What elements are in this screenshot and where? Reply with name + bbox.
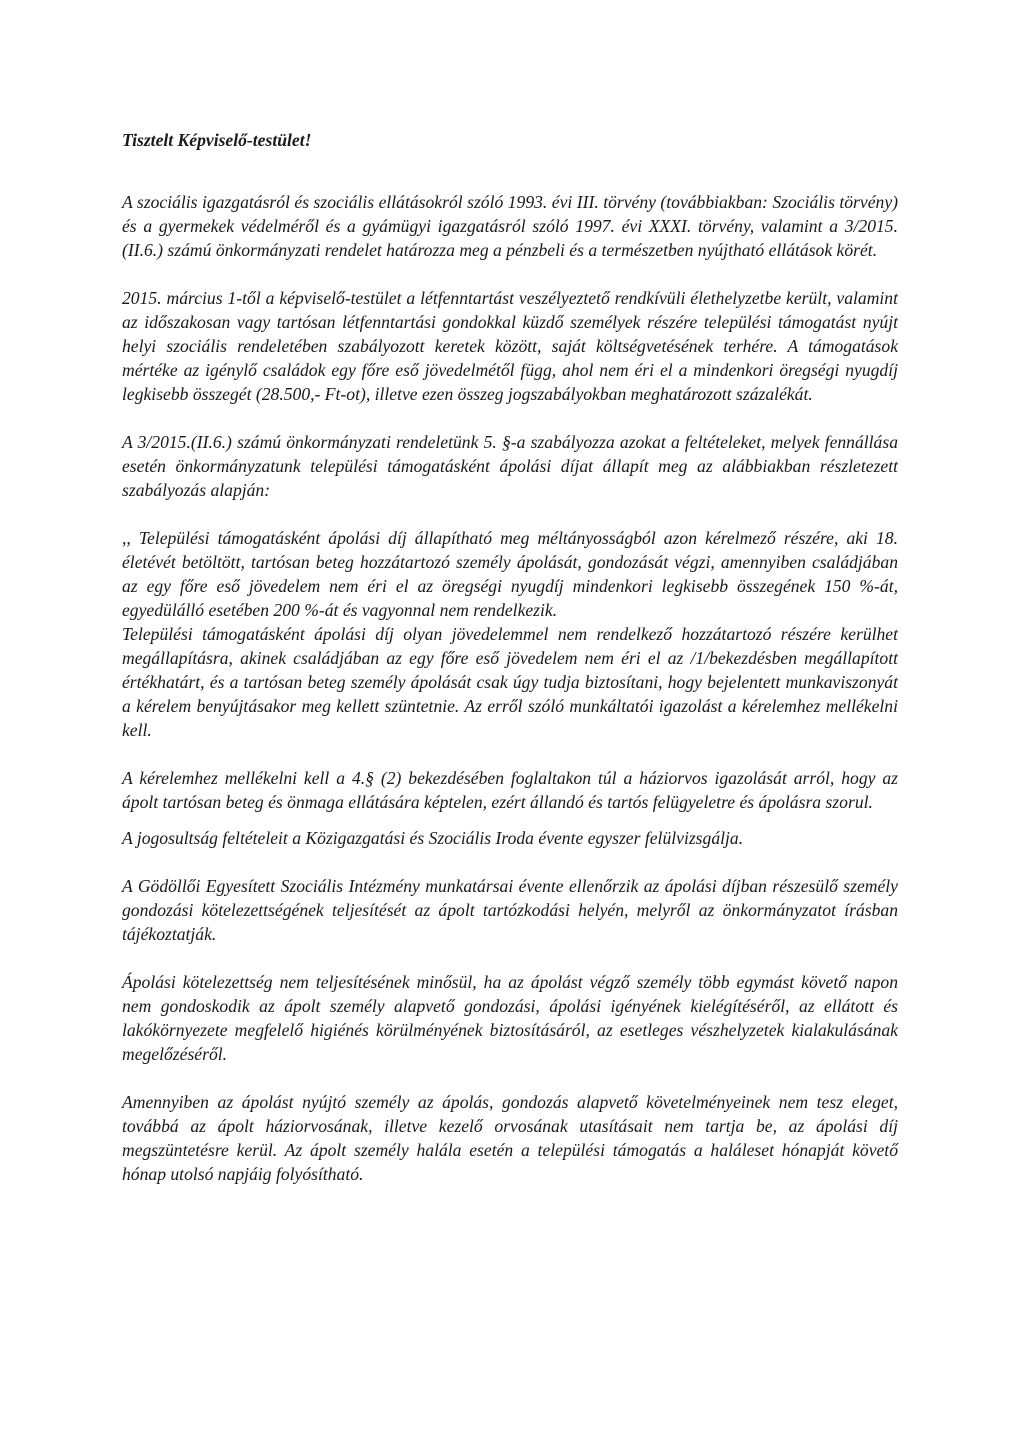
paragraph-legal-basis: A szociális igazgatásról és szociális ellátásokról szóló 1993. évi III. törvény (továbbiakban: Szociális törvény) és a gyermekek védelméről és a gyámügyi igazgatásról szóló 1997. évi XXXI. törvény, valamint a 3/2015.(II.6.) számú önkormányzati rendelet határozza meg a pénzbeli és a természetben nyújtható ellátások körét. xyxy=(122,192,898,260)
paragraph-regulation-intro: A 3/2015.(II.6.) számú önkormányzati rendeletünk 5. §-a szabályozza azokat a feltételeket, melyek fennállása esetén önkormányzatunk települési támogatásként ápolási díjat állapít meg az alábbiakban részletezett szabályozás alapján: xyxy=(122,432,898,500)
paragraph-termination: Amennyiben az ápolást nyújtó személy az ápolás, gondozás alapvető követelményeinek nem tesz eleget, továbbá az ápolt háziorvosának, illetve kezelő orvosának utasításait nem tartja be, az ápolási díj megszüntetésre kerül. Az ápolt személy halála esetén a települési támogatás a haláleset hónapját követő hónap utolsó napjáig folyósítható. xyxy=(122,1092,898,1184)
document-page xyxy=(122,128,898,1210)
paragraph-annual-review: A jogosultság feltételeit a Közigazgatási és Szociális Iroda évente egyszer felülvizsgálja. xyxy=(122,828,744,848)
salutation: Tisztelt Képviselő-testület! xyxy=(122,130,312,150)
paragraph-settlement-support: 2015. március 1-től a képviselő-testület a létfenntartást veszélyeztető rendkívüli élethelyzetbe került, valamint az időszakosan vagy tartósan létfenntartási gondokkal küzdő személyek részére települési támogatást nyújt helyi szociális rendeletében szabályozott keretek között, saját költségvetésének terhére. A támogatások mértéke az igénylő családok egy főre eső jövedelmétől függ, ahol nem éri el a mindenkori öregségi nyugdíj legkisebb összegét (28.500,- Ft-ot), illetve ezen összeg jogszabályokban meghatározott százalékát. xyxy=(122,288,898,404)
paragraph-quoted-eligibility: ,, Települési támogatásként ápolási díj állapítható meg méltányosságból azon kérelmező részére, aki 18. életévét betöltött, tartósan beteg hozzátartozó személy ápolását, gondozását végzi, amennyiben családjában az egy főre eső jövedelem nem éri el az öregségi nyugdíj mindenkori legkisebb összegének 150 %-át, egyedülálló esetében 200 %-át és vagyonnal nem rendelkezik. xyxy=(122,528,898,620)
paragraph-care-monitoring: A Gödöllői Egyesített Szociális Intézmény munkatársai évente ellenőrzik az ápolási díjban részesülő személy gondozási kötelezettségének teljesítését az ápolt tartózkodási helyén, melyről az önkormányzatot írásban tájékoztatják. xyxy=(122,876,898,944)
paragraph-medical-certificate: A kérelemhez mellékelni kell a 4.§ (2) bekezdésében foglaltakon túl a háziorvos igazolását arról, hogy az ápolt tartósan beteg és önmaga ellátására képtelen, ezért állandó és tartós felügyeletre és ápolásra szorul. xyxy=(122,768,898,812)
paragraph-quoted-no-income: Települési támogatásként ápolási díj olyan jövedelemmel nem rendelkező hozzátartozó részére kerülhet megállapításra, akinek családjában az egy főre eső jövedelem nem éri el az /1/bekezdésben megállapított értékhatárt, és a tartósan beteg személy ápolását csak úgy tudja biztosítani, hogy bejelentett munkaviszonyát a kérelem benyújtásakor meg kellett szüntetnie. Az erről szóló munkáltatói igazolást a kérelemhez mellékelni kell. xyxy=(122,624,898,740)
paragraph-care-failure: Ápolási kötelezettség nem teljesítésének minősül, ha az ápolást végző személy több egymást követő napon nem gondoskodik az ápolt személy alapvető gondozási, ápolási igényének kielégítéséről, az ellátott és lakókörnyezete megfelelő higiénés körülményének biztosításáról, az esetleges vészhelyzetek kialakulásának megelőzéséről. xyxy=(122,972,898,1064)
